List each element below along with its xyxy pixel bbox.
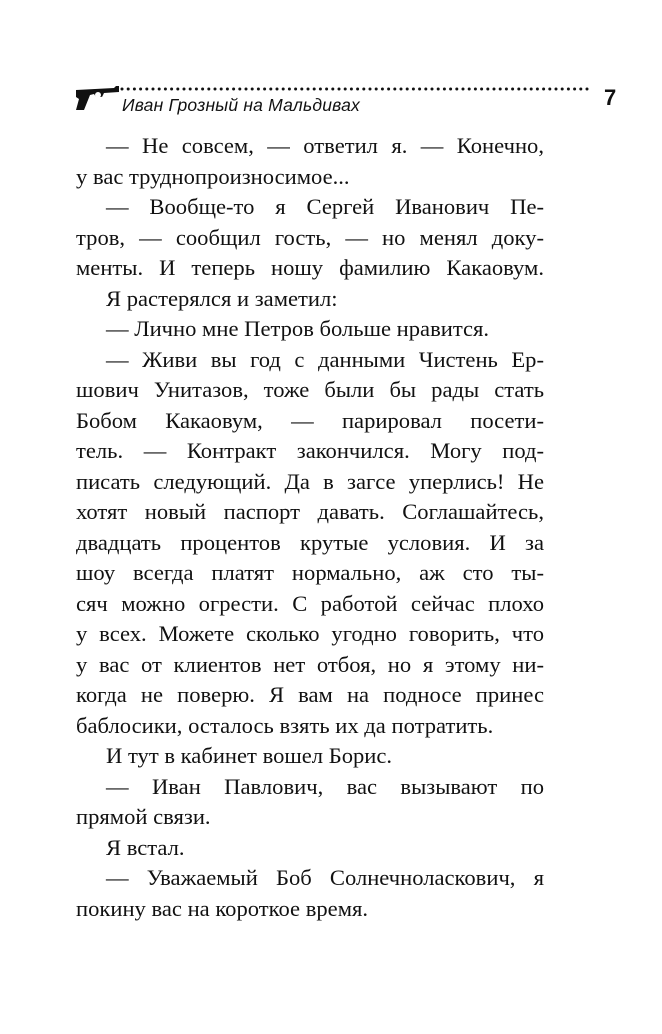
page-number: 7 (604, 85, 617, 110)
text-line: покину вас на короткое время. (76, 895, 369, 921)
text-line: менты. И теперь ношу фамилию Какаовум. (76, 255, 544, 280)
text-line: писать следующий. Да в загсе уперлись! Не (76, 468, 544, 494)
text-line: — Лично мне Петров больше нравится. (106, 316, 490, 341)
text-line: хотят новый паспорт давать. Соглашайтесь, (76, 499, 544, 524)
text-line: у всех. Можете сколько угодно говорить, что (76, 621, 544, 646)
header-dotted-rule (120, 87, 594, 91)
text-line: у вас труднопроизносимое... (76, 163, 350, 189)
text-line: двадцать процентов крутые условия. И за (76, 529, 544, 555)
text-line: сяч можно огрести. С работой сейчас плохо (76, 590, 544, 616)
text-line: прямой связи. (76, 804, 211, 829)
text-line: — Живи вы год с данными Чистень Ер- (106, 346, 544, 372)
text-line: у вас от клиентов нет отбоя, но я этому ни- (76, 651, 544, 677)
page-header (74, 78, 617, 128)
text-line: — Вообще-то я Сергей Иванович Пе- (106, 194, 544, 219)
running-title: Иван Грозный на Мальдивах (122, 95, 360, 115)
text-line: шоу всегда платят нормально, аж сто ты- (76, 560, 544, 585)
text-line: Бобом Какаовум, — парировал посети- (76, 407, 544, 433)
body-text (76, 131, 544, 924)
text-line: тров, — сообщил гость, — но менял доку- (76, 224, 544, 250)
text-line: шович Унитазов, тоже были бы рады стать (76, 377, 544, 402)
revolver-icon (74, 84, 120, 112)
text-line: — Не совсем, — ответил я. — Конечно, (106, 133, 544, 158)
text-line: Я растерялся и заметил: (106, 285, 338, 311)
text-line: тель. — Контракт закончился. Могу под- (76, 438, 544, 463)
text-line: баблосики, осталось взять их да потратить. (76, 712, 494, 738)
text-line: когда не поверю. Я вам на подносе принес (76, 682, 544, 707)
text-line: — Уважаемый Боб Солнечноласкович, я (106, 865, 544, 890)
text-line: — Иван Павлович, вас вызывают по (106, 773, 544, 799)
text-line: И тут в кабинет вошел Борис. (106, 743, 393, 768)
text-line: Я встал. (106, 834, 185, 860)
